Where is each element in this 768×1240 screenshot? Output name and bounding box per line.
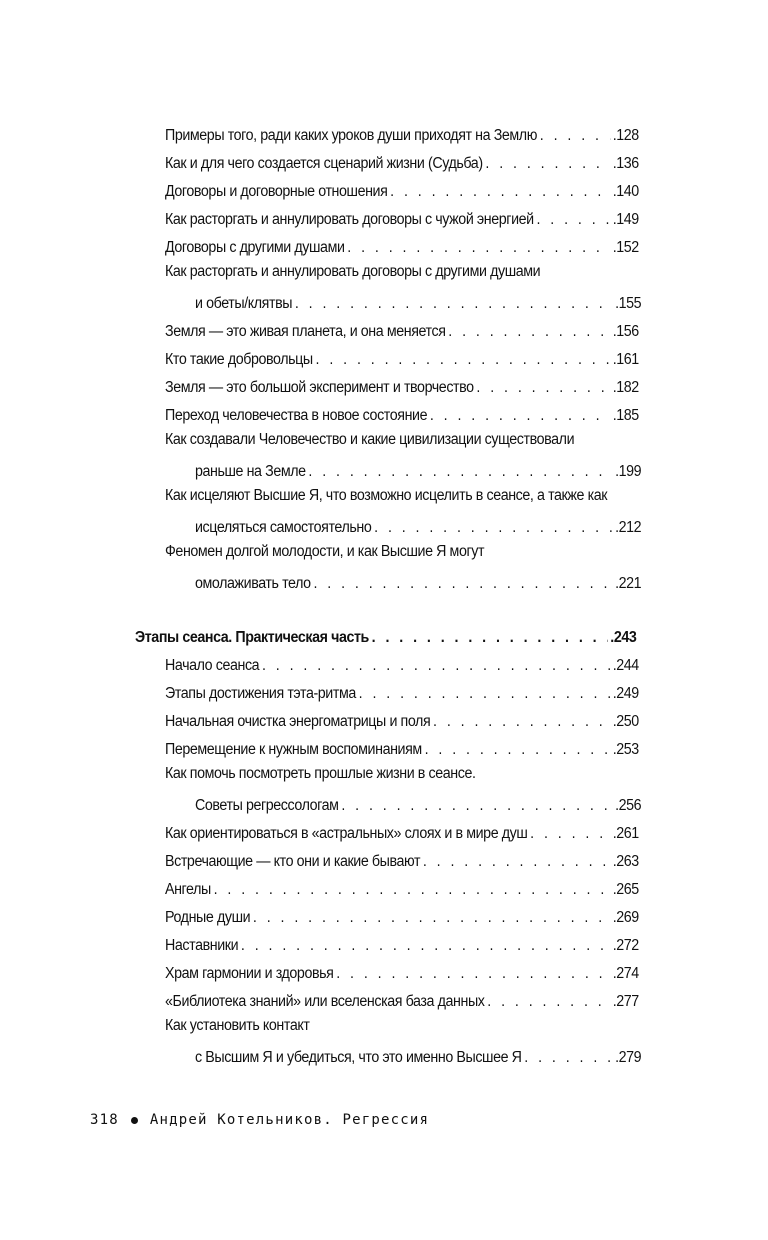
toc-entry-page: .274 xyxy=(612,965,639,982)
toc-entry-page: .161 xyxy=(612,351,639,368)
toc-entry xyxy=(165,374,639,398)
toc-dot-leader xyxy=(485,154,610,174)
toc-entry-continuation xyxy=(195,514,641,538)
toc-dot-leader xyxy=(372,628,608,648)
toc-dot-leader xyxy=(448,322,610,342)
toc-dot-leader xyxy=(313,574,612,594)
toc-entry xyxy=(165,988,639,1012)
toc-dot-leader xyxy=(423,852,610,872)
toc-entry-title: Кто такие добровольцы xyxy=(165,351,313,368)
toc-dot-leader xyxy=(253,908,610,928)
toc-entry xyxy=(165,318,639,342)
toc-entry-page: .155 xyxy=(615,295,642,312)
toc-dot-leader xyxy=(359,684,610,704)
toc-entry xyxy=(165,736,639,760)
toc-entry-page: .261 xyxy=(612,825,639,842)
toc-dot-leader xyxy=(530,824,610,844)
toc-entry-title: Встречающие — кто они и какие бывают xyxy=(165,853,421,870)
toc-entry-title: исцеляться самостоятельно xyxy=(195,519,372,536)
toc-entry-title: Как создавали Человечество и какие цивилизации существовали xyxy=(165,431,575,448)
toc-entry xyxy=(165,234,639,258)
toc-dot-leader xyxy=(308,462,612,482)
toc-entry-page: .269 xyxy=(612,909,639,926)
toc-entry-continuation xyxy=(195,1044,641,1068)
toc-entry-page: .212 xyxy=(615,519,642,536)
toc-entry-title: Ангелы xyxy=(165,881,211,898)
toc-dot-leader xyxy=(347,238,610,258)
toc-entry xyxy=(165,960,639,984)
toc-entry-first-line xyxy=(165,486,639,510)
toc-dot-leader xyxy=(430,406,610,426)
toc-entry-title: Как расторгать и аннулировать договоры с другими душами xyxy=(165,263,541,280)
toc-entry-title: Земля — это большой эксперимент и творчество xyxy=(165,379,474,396)
toc-entry-title: Как исцеляют Высшие Я, что возможно исцелить в сеансе, а также как xyxy=(165,487,608,504)
toc-entry-page: .272 xyxy=(612,937,639,954)
toc-entry-title: раньше на Земле xyxy=(195,463,306,480)
toc-dot-leader xyxy=(524,1048,612,1068)
toc-entry-title: Как ориентироваться в «астральных» слоях и в мире душ xyxy=(165,825,528,842)
toc-entry-title: Наставники xyxy=(165,937,239,954)
toc-dot-leader xyxy=(241,936,610,956)
toc-entry-title: омолаживать тело xyxy=(195,575,311,592)
toc-entry-title: Этапы достижения тэта-ритма xyxy=(165,685,356,702)
toc-entry-page: .156 xyxy=(612,323,639,340)
toc-entry xyxy=(165,848,639,872)
toc-entry xyxy=(165,346,639,370)
toc-entry-title: Договоры с другими душами xyxy=(165,239,345,256)
toc-dot-leader xyxy=(390,182,610,202)
toc-entry-title: Советы регрессологам xyxy=(195,797,339,814)
toc-entry-title: Родные души xyxy=(165,909,251,926)
toc-entry-first-line xyxy=(165,764,639,788)
toc-entry xyxy=(165,402,639,426)
toc-dot-leader xyxy=(374,518,612,538)
toc-entry xyxy=(165,876,639,900)
toc-entry-title: «Библиотека знаний» или вселенская база данных xyxy=(165,993,485,1010)
toc-entry-page: .249 xyxy=(612,685,639,702)
toc-dot-leader xyxy=(316,350,610,370)
toc-entry-title: Как помочь посмотреть прошлые жизни в сеансе. xyxy=(165,765,476,782)
toc-dot-leader xyxy=(341,796,612,816)
toc-entry-title: Феномен долгой молодости, и как Высшие Я могут xyxy=(165,543,485,560)
toc-dot-leader xyxy=(425,740,610,760)
toc-entry-title: Земля — это живая планета, и она меняется xyxy=(165,323,446,340)
page-footer xyxy=(90,1112,429,1128)
page-number: 318 xyxy=(90,1112,119,1128)
toc-entry-continuation xyxy=(195,792,641,816)
toc-entry xyxy=(165,206,639,230)
toc-entry-title: Как и для чего создается сценарий жизни (Судьба) xyxy=(165,155,483,172)
running-title: Андрей Котельников. Регрессия xyxy=(149,1112,430,1128)
toc-entry xyxy=(165,652,639,676)
toc-entry-continuation xyxy=(195,570,641,594)
toc-entry xyxy=(165,932,639,956)
toc-entry xyxy=(165,122,639,146)
toc-entry-page: .265 xyxy=(612,881,639,898)
toc-section-heading xyxy=(135,624,636,648)
toc-entry-title: Договоры и договорные отношения xyxy=(165,183,388,200)
bullet-icon xyxy=(131,1117,138,1124)
toc-dot-leader xyxy=(295,294,613,314)
toc-entry xyxy=(165,708,639,732)
toc-entry-page: .140 xyxy=(612,183,639,200)
toc-entry-title: Как установить контакт xyxy=(165,1017,310,1034)
toc-dot-leader xyxy=(262,656,610,676)
toc-entry-page: .199 xyxy=(615,463,642,480)
toc-entry-first-line xyxy=(165,430,639,454)
toc-entry xyxy=(165,150,639,174)
toc-section-page: .243 xyxy=(610,629,637,646)
toc-dot-leader xyxy=(433,712,610,732)
toc-entry-page: .136 xyxy=(612,155,639,172)
toc-entry-page: .152 xyxy=(612,239,639,256)
toc-entry-continuation xyxy=(195,290,641,314)
toc-entry-first-line xyxy=(165,542,639,566)
toc-section-title: Этапы сеанса. Практическая часть xyxy=(135,629,369,646)
toc-entry-title: Примеры того, ради каких уроков души приходят на Землю xyxy=(165,127,537,144)
toc-entry xyxy=(165,680,639,704)
toc-entry-title: Переход человечества в новое состояние xyxy=(165,407,428,424)
toc-entry-page: .244 xyxy=(612,657,639,674)
toc-entry-title: Перемещение к нужным воспоминаниям xyxy=(165,741,422,758)
toc-entry-title: и обеты/клятвы xyxy=(195,295,293,312)
toc-entry-page: .277 xyxy=(612,993,639,1010)
toc-dot-leader xyxy=(536,210,609,230)
toc-entry-page: .185 xyxy=(612,407,639,424)
toc-entry-first-line xyxy=(165,1016,639,1040)
toc-entry-title: Как расторгать и аннулировать договоры с чужой энергией xyxy=(165,211,534,228)
toc-dot-leader xyxy=(487,992,610,1012)
toc-entry-continuation xyxy=(195,458,641,482)
toc-dot-leader xyxy=(476,378,610,398)
toc-entry-page: .182 xyxy=(612,379,639,396)
toc-entry xyxy=(165,178,639,202)
toc-dot-leader xyxy=(214,880,610,900)
toc-entry-page: .263 xyxy=(612,853,639,870)
toc-dot-leader xyxy=(540,126,610,146)
toc-entry-first-line xyxy=(165,262,639,286)
toc-dot-leader xyxy=(336,964,610,984)
toc-entry-page: .221 xyxy=(615,575,642,592)
toc-entry-page: .279 xyxy=(615,1049,642,1066)
toc-entry-page: .253 xyxy=(612,741,639,758)
toc-entry-page: .128 xyxy=(612,127,639,144)
toc-entry-title: Начальная очистка энергоматрицы и поля xyxy=(165,713,431,730)
toc-entry-page: .149 xyxy=(612,211,639,228)
toc-entry xyxy=(165,820,639,844)
toc-entry-page: .256 xyxy=(615,797,642,814)
toc-entry-title: Храм гармонии и здоровья xyxy=(165,965,334,982)
toc-entry-title: с Высшим Я и убедиться, что это именно Высшее Я xyxy=(195,1049,522,1066)
toc-entry xyxy=(165,904,639,928)
toc-entry-title: Начало сеанса xyxy=(165,657,260,674)
toc-entry-page: .250 xyxy=(612,713,639,730)
